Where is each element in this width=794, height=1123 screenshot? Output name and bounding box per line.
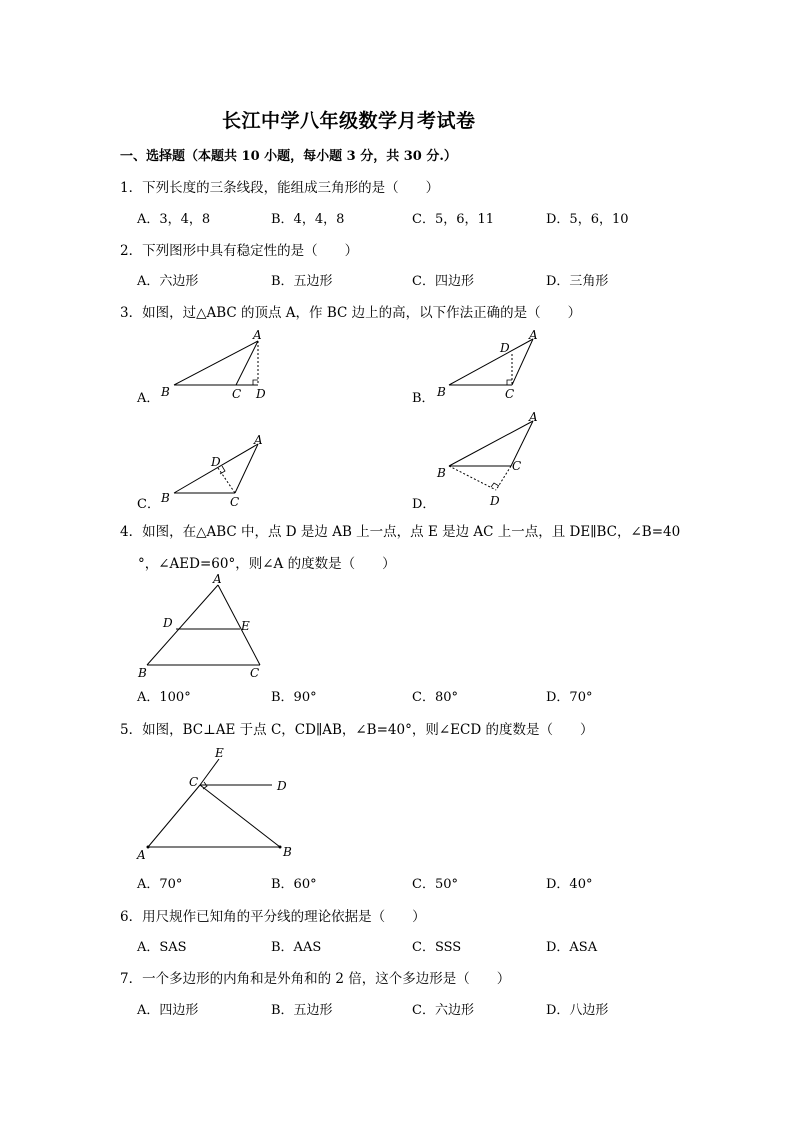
q4-label-a: A bbox=[213, 572, 222, 586]
q1-option-a: A．3，4，8 bbox=[137, 212, 211, 227]
q3d-label-c: C bbox=[512, 459, 522, 473]
q4-label-d: D bbox=[163, 616, 173, 630]
q6-option-c: C．SSS bbox=[412, 940, 462, 955]
q6-option-d: D．ASA bbox=[546, 940, 598, 955]
q7-option-d: D．八边形 bbox=[546, 1003, 609, 1018]
question-4-stem-line2: °，∠AED=60°，则∠A 的度数是（ ） bbox=[138, 556, 396, 572]
q3a-label-d: D bbox=[256, 387, 266, 401]
q3a-label-b: B bbox=[161, 385, 170, 399]
q6-option-b: B．AAS bbox=[271, 940, 322, 955]
q4-option-a: A．100° bbox=[137, 690, 191, 705]
q3a-label-c: C bbox=[232, 387, 242, 401]
question-3-stem: 3．如图，过△ABC 的顶点 A，作 BC 边上的高，以下作法正确的是（ ） bbox=[120, 305, 582, 321]
q3b-label-b: B bbox=[437, 385, 446, 399]
q1-option-c: C．5，6，11 bbox=[412, 212, 495, 227]
q3-option-a-label: A． bbox=[137, 391, 160, 406]
q5-option-d: D．40° bbox=[546, 877, 593, 892]
q7-option-c: C．六边形 bbox=[412, 1003, 474, 1018]
question-6-stem: 6．用尺规作已知角的平分线的理论依据是（ ） bbox=[120, 909, 426, 925]
q5-label-a: A bbox=[137, 848, 146, 862]
q2-option-a: A．六边形 bbox=[137, 274, 199, 289]
q5-option-b: B．60° bbox=[271, 877, 317, 892]
question-7-stem: 7．一个多边形的内角和是外角和的 2 倍，这个多边形是（ ） bbox=[120, 971, 511, 987]
q5-option-a: A．70° bbox=[137, 877, 183, 892]
q4-option-c: C．80° bbox=[412, 690, 458, 705]
question-5-stem: 5．如图，BC⊥AE 于点 C，CD∥AB，∠B=40°，则∠ECD 的度数是（ ） bbox=[120, 722, 594, 738]
q5-point-a bbox=[147, 846, 150, 849]
q5-point-b bbox=[279, 846, 282, 849]
q3c-label-d: D bbox=[211, 455, 221, 469]
q6-option-a: A．SAS bbox=[137, 940, 187, 955]
q7-option-b: B．五边形 bbox=[271, 1003, 333, 1018]
section-heading: 一、选择题（本题共 10 小题，每小题 3 分，共 30 分.） bbox=[120, 149, 457, 164]
q4-label-e: E bbox=[241, 619, 250, 633]
q2-option-c: C．四边形 bbox=[412, 274, 474, 289]
q5-label-c: C bbox=[189, 775, 199, 789]
q1-option-d: D．5，6，10 bbox=[546, 212, 629, 227]
q3a-label-a: A bbox=[253, 328, 262, 342]
question-1-stem: 1．下列长度的三条线段，能组成三角形的是（ ） bbox=[120, 180, 440, 196]
q2-option-d: D．三角形 bbox=[546, 274, 609, 289]
q3c-label-a: A bbox=[254, 433, 263, 447]
q4-label-c: C bbox=[250, 666, 260, 680]
q3d-label-d: D bbox=[490, 494, 500, 508]
q3-option-c-label: C． bbox=[137, 497, 160, 512]
q3-option-b-label: B． bbox=[412, 391, 435, 406]
q4-option-d: D．70° bbox=[546, 690, 593, 705]
q3c-label-b: B bbox=[161, 491, 170, 505]
question-2-stem: 2．下列图形中具有稳定性的是（ ） bbox=[120, 243, 359, 259]
q3c-label-c: C bbox=[230, 495, 240, 509]
q4-option-b: B．90° bbox=[271, 690, 317, 705]
q2-option-b: B．五边形 bbox=[271, 274, 333, 289]
q1-option-b: B．4，4，8 bbox=[271, 212, 345, 227]
q3d-label-b: B bbox=[437, 466, 446, 480]
q5-label-b: B bbox=[283, 845, 292, 859]
exam-title: 长江中学八年级数学月考试卷 bbox=[222, 110, 476, 132]
q3d-label-a: A bbox=[529, 410, 538, 424]
q3b-label-d: D bbox=[500, 341, 510, 355]
question-4-stem-line1: 4．如图，在△ABC 中，点 D 是边 AB 上一点，点 E 是边 AC 上一点，且 DE∥BC，∠B=40 bbox=[120, 524, 681, 540]
q5-option-c: C．50° bbox=[412, 877, 458, 892]
q5-label-e: E bbox=[215, 746, 224, 760]
q3b-label-c: C bbox=[505, 387, 515, 401]
q4-label-b: B bbox=[138, 666, 147, 680]
q3b-label-a: A bbox=[529, 328, 538, 342]
q5-label-d: D bbox=[277, 779, 287, 793]
q3-option-d-label: D． bbox=[412, 497, 436, 512]
q7-option-a: A．四边形 bbox=[137, 1003, 199, 1018]
